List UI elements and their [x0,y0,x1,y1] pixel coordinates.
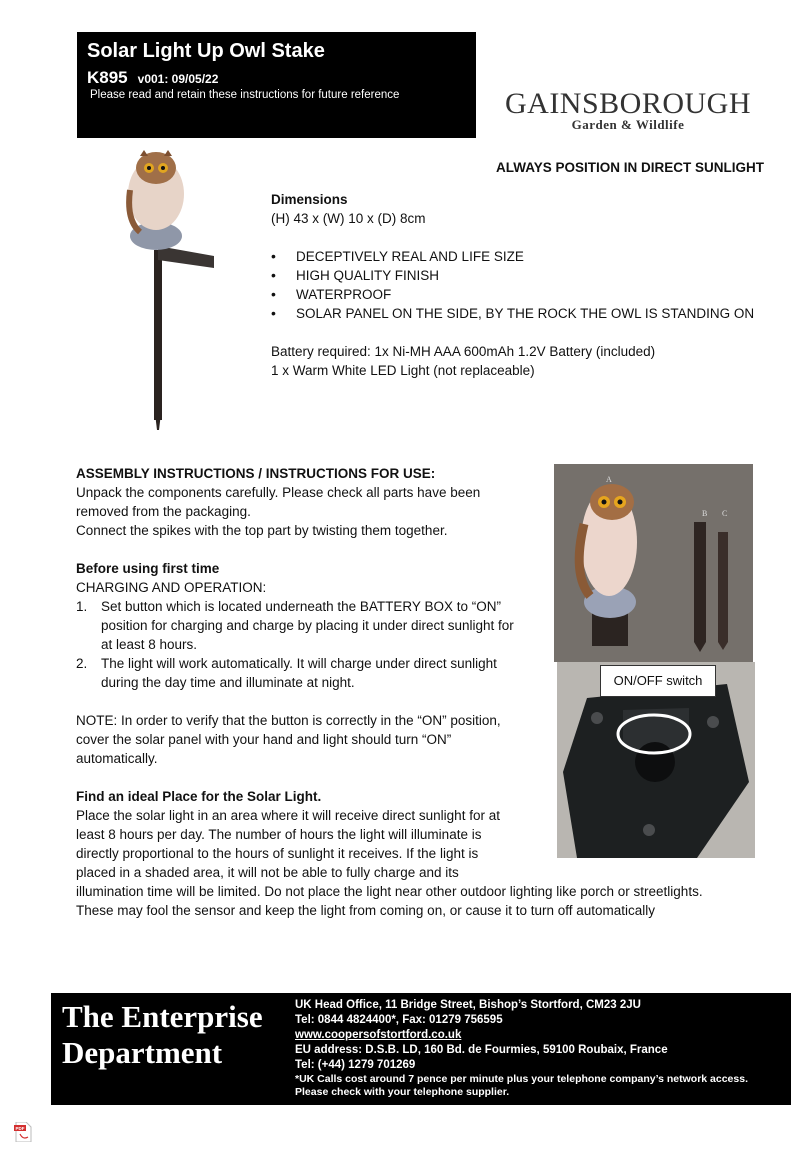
office-address: UK Head Office, 11 Bridge Street, Bishop’s Stortford, CM23 2JU [295,999,641,1011]
assembly-line: Unpack the components carefully. Please check all parts have been [76,485,481,500]
owl-head [136,152,176,184]
department-line-1: The Enterprise [62,999,263,1034]
product-title: Solar Light Up Owl Stake [87,40,325,62]
calls-note: *UK Calls cost around 7 pence per minute plus your telephone company’s network access. [295,1073,748,1085]
step-line: The light will work automatically. It will charge under direct sunlight [101,656,497,671]
department-name [62,999,263,1071]
product-code-value: K895 [87,68,128,87]
parts-illustration [554,464,753,662]
part-label-b: B [702,509,708,518]
dimensions-heading: Dimensions [271,192,348,207]
contact-info [295,998,748,1099]
list-item: • WATERPROOF [271,285,754,304]
step-line: Set button which is located underneath the BATTERY BOX to “ON” [101,599,501,614]
step-number: 1. [76,599,88,614]
placement-line: placed in a shaded area, it will not be able to fully charge and its [76,865,459,880]
brand-logo [493,88,763,133]
document-header [77,32,476,138]
solar-panel [158,246,214,268]
dimensions-value: (H) 43 x (W) 10 x (D) 8cm [271,211,426,226]
stake-c [718,532,728,642]
eu-address: EU address: D.S.B. LD, 160 Bd. de Fourmies, 59100 Roubaix, France [295,1044,668,1056]
version-label: v001: 09/05/22 [137,72,219,86]
list-item: • SOLAR PANEL ON THE SIDE, BY THE ROCK THE OWL IS STANDING ON [271,304,754,323]
parts-photo [554,464,753,662]
step-line: position for charging and charge by placing it under direct sunlight for [101,618,514,633]
battery-info: Battery required: 1x Ni-MH AAA 600mAh 1.2V Battery (included) [271,344,656,359]
first-use-heading: Before using first time [76,561,220,576]
stake-b [694,522,706,642]
placement-line: Place the solar light in an area where it will receive direct sunlight for at [76,808,500,823]
tel-fax: Tel: 0844 4824400*, Fax: 01279 756595 [295,1014,503,1026]
pdf-file-icon[interactable] [14,1122,32,1142]
dimensions-section [271,190,754,380]
owl-stake-image [118,150,222,432]
switch-callout-label: ON/OFF switch [600,665,716,697]
product-code [87,68,218,88]
brand-subtitle: Garden & Wildlife [571,117,685,132]
note-line: cover the solar panel with your hand and light should turn “ON” [76,732,452,747]
brand-name: GAINSBOROUGH [504,87,751,120]
charging-subheading: CHARGING AND OPERATION: [76,580,267,595]
part-label-a: A [606,475,612,484]
assembly-line: removed from the packaging. [76,504,251,519]
placement-heading: Find an ideal Place for the Solar Light. [76,789,322,804]
pdf-label: PDF [15,1126,25,1131]
assembly-line: Connect the spikes with the top part by twisting them together. [76,523,448,538]
part-label-c: C [722,509,728,518]
website-link[interactable]: www.coopersofstortford.co.uk [295,1029,462,1041]
placement-line: illumination time will be limited. Do not place the light near other outdoor lighting like porch or streetlights. [76,884,703,899]
owl-head [590,484,634,520]
features-list [271,247,754,323]
note-line: automatically. [76,751,158,766]
eu-tel: Tel: (+44) 1279 701269 [295,1059,416,1071]
footer [51,993,791,1105]
step-number: 2. [76,656,88,671]
department-line-2: Department [62,1035,223,1070]
note-line: NOTE: In order to verify that the button is correctly in the “ON” position, [76,713,501,728]
assembly-heading: ASSEMBLY INSTRUCTIONS / INSTRUCTIONS FOR USE: [76,466,436,481]
placement-line: least 8 hours per day. The number of hours the light will illuminate is [76,827,482,842]
led-info: 1 x Warm White LED Light (not replaceable) [271,363,535,378]
supplier-note: Please check with your telephone supplier. [295,1086,510,1098]
sunlight-notice: ALWAYS POSITION IN DIRECT SUNLIGHT [496,160,765,175]
step-line: during the day time and illuminate at night. [101,675,355,690]
retain-note: Please read and retain these instructions for future reference [90,89,400,101]
step-line: at least 8 hours. [101,637,198,652]
list-item: • DECEPTIVELY REAL AND LIFE SIZE [271,247,754,266]
placement-line: directly proportional to the hours of sunlight it receives. If the light is [76,846,479,861]
placement-line: These may fool the sensor and keep the light from coming on, or cause it to turn off automatically [76,903,656,918]
list-item: • HIGH QUALITY FINISH [271,266,754,285]
stake-pole [154,250,162,420]
